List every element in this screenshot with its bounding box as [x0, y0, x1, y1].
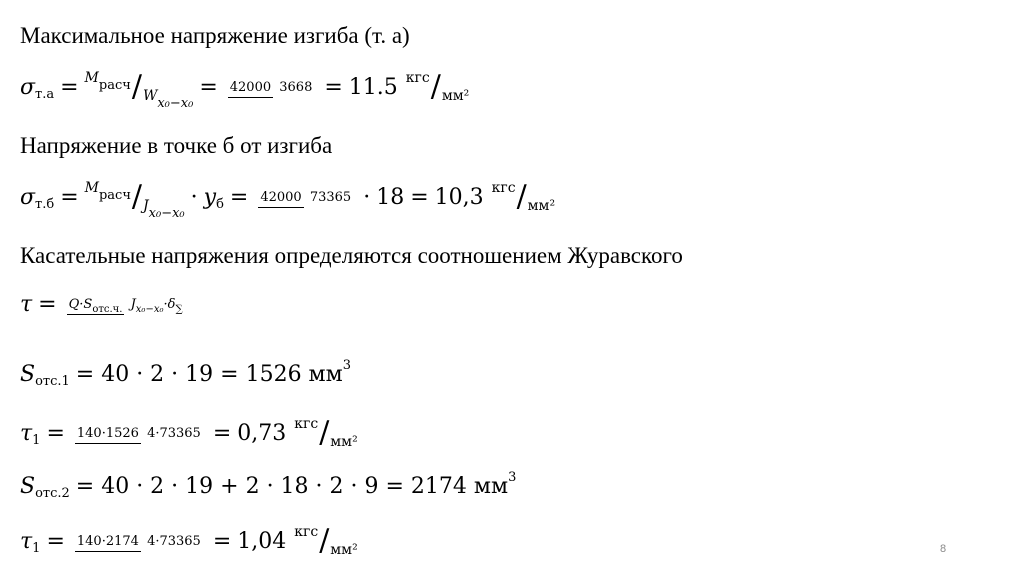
equation-s-ots-2 [20, 470, 517, 501]
moment-symbol: M [84, 69, 99, 86]
superscript: 3 [342, 358, 352, 373]
slash: / [516, 179, 527, 214]
numerator: 42000 [228, 80, 273, 98]
equals-sign: = [229, 185, 249, 210]
y-subscript: б [216, 197, 224, 212]
slash: / [131, 69, 142, 104]
sigma-symbol: σ [20, 185, 36, 210]
sigma-subscript: т.б [35, 197, 55, 212]
s-subscript: отс.2 [35, 486, 70, 501]
equation-sigma-ta [20, 69, 470, 111]
page-number: 8 [940, 543, 947, 555]
fraction [67, 295, 185, 315]
heading-shear-stresses: Касательные напряжения определяются соотношением Журавского [20, 243, 683, 268]
multiplier-value: 18 [376, 185, 405, 210]
numerator: Q·Sотс.ч. [68, 296, 123, 315]
tau-symbol: τ [20, 421, 33, 446]
heading-stress-point-b: Напряжение в точке б от изгиба [20, 133, 333, 158]
equals-sign: = [46, 421, 65, 446]
unit-numerator: кгс [491, 179, 516, 196]
expression: = 40 · 2 · 19 = 1526 мм [75, 362, 343, 387]
sigma-symbol: σ [20, 75, 36, 100]
denominator: 3668 [279, 79, 313, 95]
equation-tau-1-b [20, 524, 358, 559]
dot-operator: · [190, 185, 198, 210]
equals-sign: = [324, 75, 343, 100]
heading-max-bending-stress: Максимальное напряжение изгиба (т. а) [20, 23, 410, 48]
denominator: Jx₀−x₀·δ∑ [130, 296, 183, 315]
result-value: 10,3 [434, 185, 484, 210]
slash: / [319, 523, 330, 558]
unit-numerator: кгс [294, 415, 319, 432]
s-subscript: отс.1 [35, 374, 70, 389]
equation-tau-1-a [20, 416, 358, 451]
moment-subscript: расч [98, 187, 131, 203]
denominator: 4·73365 [147, 425, 201, 441]
unit-denominator: мм² [527, 197, 556, 214]
equation-s-ots-1 [20, 358, 352, 389]
y-symbol: y [203, 185, 217, 210]
fraction [75, 532, 203, 552]
numerator: 140·1526 [75, 426, 141, 444]
unit-numerator: кгс [294, 523, 319, 540]
result-value: 0,73 [237, 421, 287, 446]
fraction [75, 424, 203, 444]
section-modulus-symbol: W [142, 87, 158, 104]
fraction [228, 78, 315, 98]
equals-sign: = [60, 185, 79, 210]
equation-tau-zhuravsky [20, 292, 189, 317]
equals-sign: = [410, 185, 429, 210]
unit-denominator: мм² [330, 433, 358, 450]
sigma-subscript: т.а [35, 87, 55, 102]
equation-sigma-tb [20, 179, 556, 221]
slash: / [131, 179, 143, 214]
numerator: 42000 [258, 190, 303, 208]
denominator: 73365 [309, 189, 352, 205]
superscript: 3 [508, 470, 517, 485]
dot-operator: · [363, 185, 371, 210]
s-symbol: S [20, 474, 36, 499]
numerator: 140·2174 [75, 534, 141, 552]
inertia-symbol: J [143, 197, 149, 214]
unit-numerator: кгс [405, 69, 430, 86]
slash: / [319, 415, 330, 450]
tau-subscript: 1 [32, 433, 41, 448]
section-modulus-subscript: x₀−x₀ [157, 95, 194, 111]
equals-sign: = [212, 529, 232, 554]
moment-symbol: M [84, 179, 99, 196]
equals-sign: = [38, 292, 57, 317]
expression: = 40 · 2 · 19 + 2 · 18 · 2 · 9 = 2174 мм [75, 474, 509, 499]
equals-sign: = [60, 75, 79, 100]
fraction [258, 188, 353, 208]
equals-sign: = [212, 421, 232, 446]
moment-subscript: расч [98, 77, 131, 93]
result-value: 11.5 [348, 75, 398, 100]
tau-symbol: τ [20, 292, 33, 317]
unit-denominator: мм² [330, 541, 358, 558]
equals-sign: = [199, 75, 218, 100]
tau-subscript: 1 [32, 541, 41, 556]
s-symbol: S [20, 362, 36, 387]
tau-symbol: τ [20, 529, 33, 554]
denominator: 4·73365 [147, 533, 201, 549]
equals-sign: = [46, 529, 65, 554]
result-value: 1,04 [237, 529, 287, 554]
slash: / [430, 69, 441, 104]
unit-denominator: мм² [441, 87, 470, 104]
inertia-subscript: x₀−x₀ [148, 205, 185, 221]
